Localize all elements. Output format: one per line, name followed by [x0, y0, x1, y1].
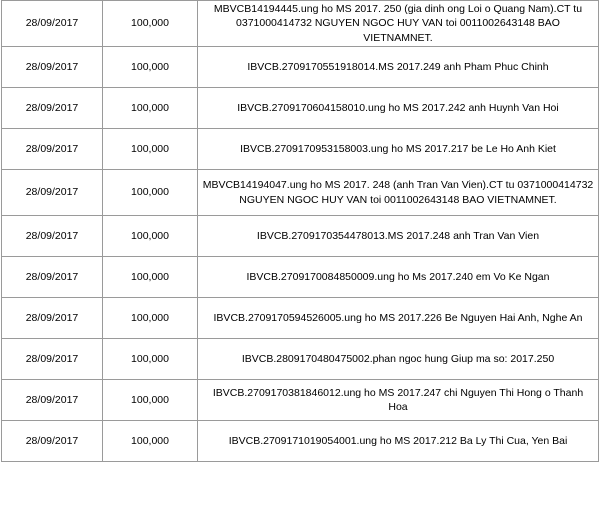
transaction-date: 28/09/2017 — [2, 47, 103, 88]
table-row — [2, 88, 599, 129]
transaction-amount: 100,000 — [103, 421, 198, 462]
transaction-amount: 100,000 — [103, 298, 198, 339]
transaction-amount: 100,000 — [103, 88, 198, 129]
transaction-date: 28/09/2017 — [2, 216, 103, 257]
table-row — [2, 216, 599, 257]
transaction-amount: 100,000 — [103, 129, 198, 170]
transaction-date: 28/09/2017 — [2, 257, 103, 298]
transaction-amount: 100,000 — [103, 216, 198, 257]
transaction-date: 28/09/2017 — [2, 298, 103, 339]
transaction-description: IBVCB.2809170480475002.phan ngoc hung Giup ma so: 2017.250 — [198, 339, 599, 380]
transaction-description: IBVCB.2709170381846012.ung ho MS 2017.247 chi Nguyen Thi Hong o Thanh Hoa — [198, 380, 599, 421]
transaction-description: IBVCB.2709170354478013.MS 2017.248 anh Tran Van Vien — [198, 216, 599, 257]
transaction-amount: 100,000 — [103, 47, 198, 88]
transactions-table — [1, 0, 599, 462]
transaction-date: 28/09/2017 — [2, 1, 103, 47]
transaction-description: MBVCB14194445.ung ho MS 2017. 250 (gia dinh ong Loi o Quang Nam).CT tu 0371000414732 NGUYEN NGOC HUY VAN toi 0011002643148 BAO VIETNAMNET. — [198, 1, 599, 47]
table-row — [2, 380, 599, 421]
table-row — [2, 47, 599, 88]
transaction-date: 28/09/2017 — [2, 339, 103, 380]
transaction-date: 28/09/2017 — [2, 129, 103, 170]
transaction-amount: 100,000 — [103, 257, 198, 298]
transaction-amount: 100,000 — [103, 170, 198, 216]
transaction-description: IBVCB.2709171019054001.ung ho MS 2017.212 Ba Ly Thi Cua, Yen Bai — [198, 421, 599, 462]
table-row — [2, 129, 599, 170]
transaction-date: 28/09/2017 — [2, 170, 103, 216]
transaction-description: IBVCB.2709170084850009.ung ho Ms 2017.240 em Vo Ke Ngan — [198, 257, 599, 298]
transactions-table-body — [2, 1, 599, 462]
transaction-date: 28/09/2017 — [2, 88, 103, 129]
transaction-description: MBVCB14194047.ung ho MS 2017. 248 (anh Tran Van Vien).CT tu 0371000414732 NGUYEN NGOC HUY VAN toi 0011002643148 BAO VIETNAMNET. — [198, 170, 599, 216]
transaction-amount: 100,000 — [103, 380, 198, 421]
table-row — [2, 1, 599, 47]
transaction-description: IBVCB.2709170953158003.ung ho MS 2017.217 be Le Ho Anh Kiet — [198, 129, 599, 170]
transaction-amount: 100,000 — [103, 1, 198, 47]
table-row — [2, 170, 599, 216]
table-row — [2, 421, 599, 462]
transaction-amount: 100,000 — [103, 339, 198, 380]
transaction-description: IBVCB.2709170604158010.ung ho MS 2017.242 anh Huynh Van Hoi — [198, 88, 599, 129]
transaction-date: 28/09/2017 — [2, 421, 103, 462]
transaction-date: 28/09/2017 — [2, 380, 103, 421]
table-row — [2, 298, 599, 339]
transaction-description: IBVCB.2709170594526005.ung ho MS 2017.226 Be Nguyen Hai Anh, Nghe An — [198, 298, 599, 339]
table-row — [2, 257, 599, 298]
table-row — [2, 339, 599, 380]
transaction-description: IBVCB.2709170551918014.MS 2017.249 anh Pham Phuc Chinh — [198, 47, 599, 88]
